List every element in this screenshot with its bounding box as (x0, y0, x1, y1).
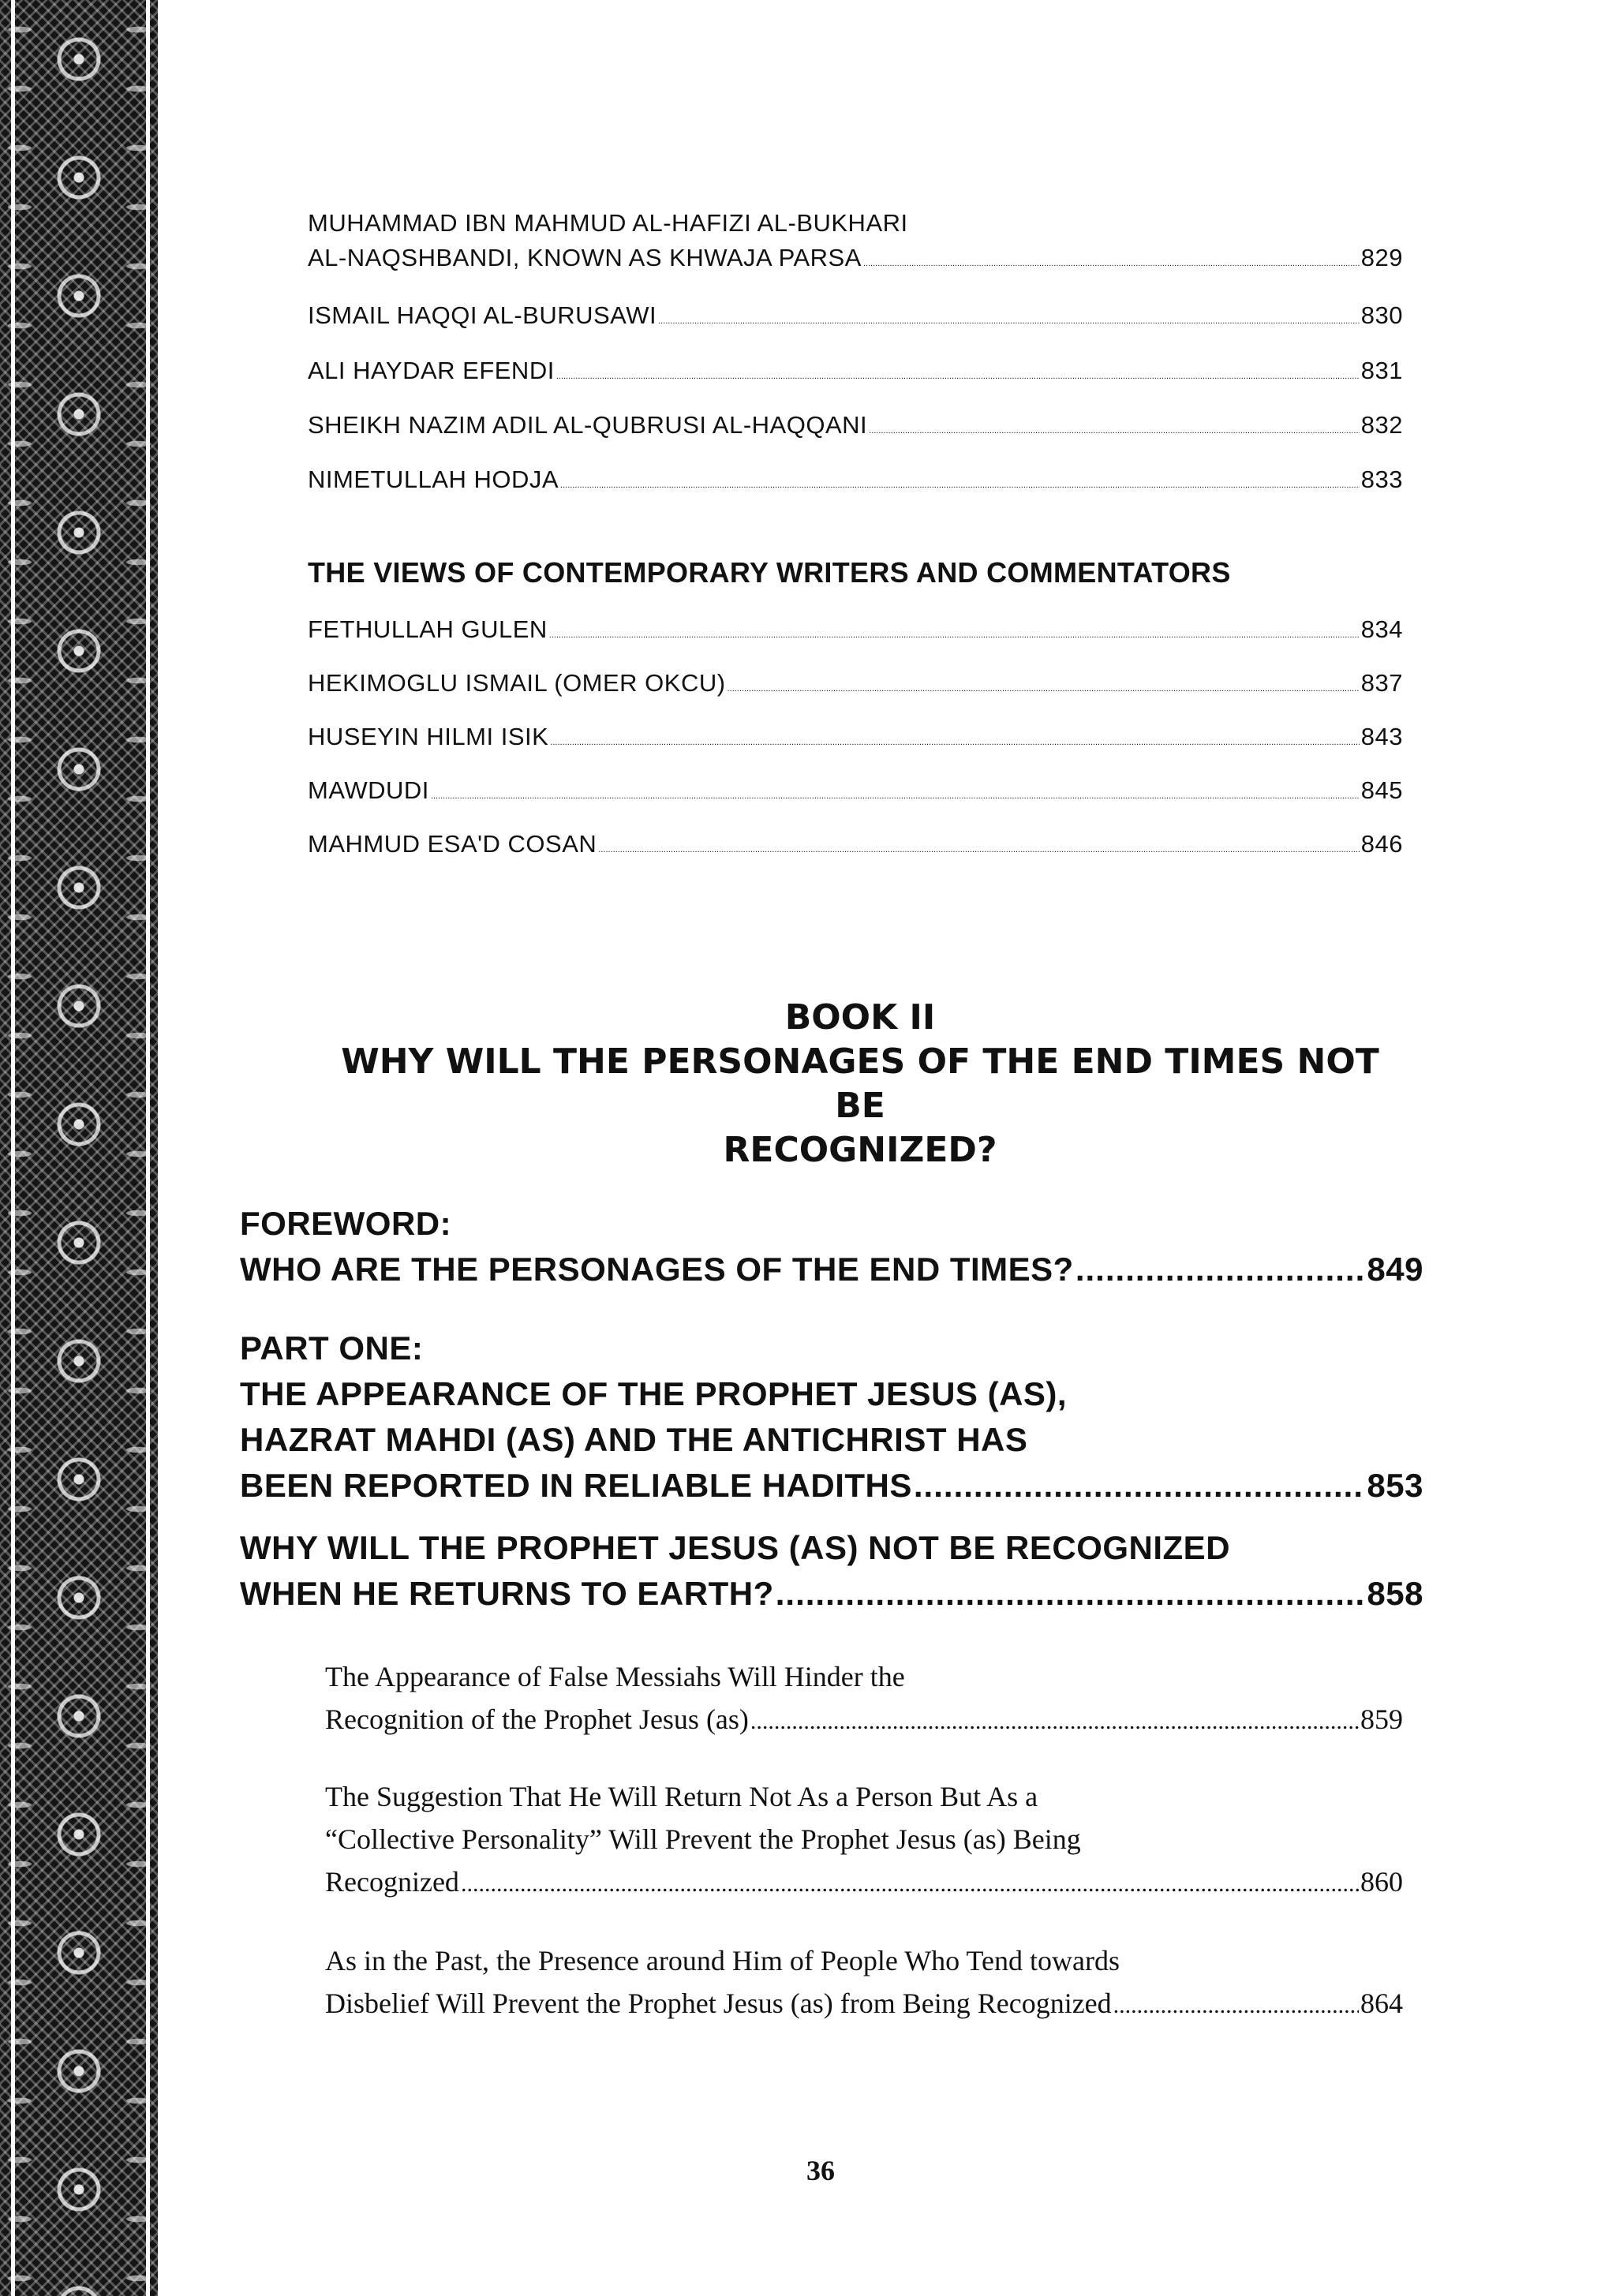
book-heading (316, 996, 1405, 1172)
toc-entry-title: HUSEYIN HILMI ISIK (308, 723, 549, 750)
page-number: 36 (806, 2155, 835, 2186)
toc-entry-page: 843 (1360, 723, 1403, 750)
toc-entry-label: FOREWORD: (240, 1205, 452, 1242)
toc-entry-ali-haydar[interactable] (308, 357, 1403, 385)
toc-entry-title: WHEN HE RETURNS TO EARTH? (240, 1575, 774, 1612)
toc-entry-part-one[interactable] (240, 1326, 1423, 1509)
toc-entry-nimetullah[interactable] (308, 466, 1403, 494)
toc-entry-page: 829 (1360, 244, 1403, 271)
book-title-line: RECOGNIZED? (723, 1130, 997, 1170)
leader-dots (750, 1700, 1359, 1743)
leader-dots (431, 791, 1360, 801)
toc-entry-burusawi[interactable] (308, 301, 1403, 330)
leader-dots (461, 1863, 1359, 1905)
leader-dots (728, 684, 1360, 694)
toc-entry-line: As in the Past, the Presence around Him of People Who Tend towards (325, 1945, 1120, 1976)
section-heading-contemporary: THE VIEWS OF CONTEMPORARY WRITERS AND COMMENTATORS (308, 556, 1231, 589)
toc-entry-title: ISMAIL HAQQI AL-BURUSAWI (308, 301, 657, 329)
toc-subentry-false-messiahs[interactable] (325, 1655, 1403, 1743)
leader-dots (1113, 1984, 1359, 2027)
toc-entry-line: “Collective Personality” Will Prevent the Prophet Jesus (as) Being (325, 1823, 1081, 1855)
toc-entry-title: MAWDUDI (308, 776, 429, 804)
book-number: BOOK II (784, 997, 936, 1038)
toc-entry-line: THE APPEARANCE OF THE PROPHET JESUS (AS), (240, 1375, 1068, 1412)
toc-entry-page: 830 (1360, 301, 1403, 329)
leader-dots (863, 259, 1360, 268)
leader-dots (776, 1571, 1366, 1617)
leader-dots (658, 316, 1360, 326)
toc-entry-page: 831 (1360, 357, 1403, 384)
toc-entry-title: Disbelief Will Prevent the Prophet Jesus (as) from Being Recognized (325, 1987, 1112, 2019)
toc-entry-page: 858 (1367, 1575, 1423, 1612)
toc-entry-hekimoglu[interactable] (308, 669, 1403, 697)
toc-entry-gulen[interactable] (308, 615, 1403, 644)
leader-dots (560, 481, 1360, 490)
toc-entry-nazim[interactable] (308, 411, 1403, 439)
toc-entry-page: 864 (1360, 1987, 1403, 2019)
toc-entry-page: 837 (1360, 669, 1403, 697)
toc-entry-line: The Suggestion That He Will Return Not As a Person But As a (325, 1781, 1038, 1812)
toc-entry-cosan[interactable] (308, 830, 1403, 858)
toc-entry-page: 846 (1360, 830, 1403, 858)
book-title-line: WHY WILL THE PERSONAGES OF THE END TIMES NOT BE (341, 1041, 1379, 1126)
ornamental-border (0, 0, 158, 2296)
toc-entry-khwaja-parsa[interactable] (308, 209, 1403, 272)
toc-entry-title: AL-NAQSHBANDI, KNOWN AS KHWAJA PARSA (308, 244, 862, 271)
toc-entry-foreword[interactable] (240, 1201, 1423, 1292)
leader-dots (914, 1463, 1366, 1509)
toc-entry-label: PART ONE: (240, 1329, 424, 1367)
toc-entry-page: 859 (1360, 1703, 1403, 1735)
toc-entry-title: WHO ARE THE PERSONAGES OF THE END TIMES? (240, 1251, 1074, 1288)
toc-entry-title: Recognition of the Prophet Jesus (as) (325, 1703, 749, 1735)
toc-entry-title: FETHULLAH GULEN (308, 615, 548, 643)
toc-entry-page: 845 (1360, 776, 1403, 804)
toc-entry-mawdudi[interactable] (308, 776, 1403, 805)
toc-entry-page: 860 (1360, 1866, 1403, 1898)
leader-dots (550, 738, 1359, 747)
leader-dots (556, 372, 1360, 381)
toc-entry-isik[interactable] (308, 723, 1403, 751)
toc-entry-title: ALI HAYDAR EFENDI (308, 357, 555, 384)
toc-entry-page: 834 (1360, 615, 1403, 643)
toc-entry-why-jesus[interactable] (240, 1525, 1423, 1617)
toc-entry-title: Recognized (325, 1866, 459, 1898)
leader-dots (869, 426, 1360, 436)
leader-dots (598, 845, 1359, 854)
toc-entry-line: The Appearance of False Messiahs Will Hinder the (325, 1661, 905, 1692)
toc-subentry-disbelief[interactable] (325, 1939, 1403, 2027)
toc-entry-title: HEKIMOGLU ISMAIL (OMER OKCU) (308, 669, 726, 697)
toc-entry-page: 832 (1360, 411, 1403, 439)
toc-entry-page: 849 (1367, 1251, 1423, 1288)
leader-dots (1075, 1247, 1366, 1292)
toc-entry-page: 853 (1367, 1467, 1423, 1504)
toc-entry-line: WHY WILL THE PROPHET JESUS (AS) NOT BE RECOGNIZED (240, 1529, 1231, 1566)
toc-entry-line: MUHAMMAD IBN MAHMUD AL-HAFIZI AL-BUKHARI (308, 209, 908, 237)
toc-entry-line: HAZRAT MAHDI (AS) AND THE ANTICHRIST HAS (240, 1421, 1028, 1458)
toc-entry-title: MAHMUD ESA'D COSAN (308, 830, 597, 858)
toc-entry-title: SHEIKH NAZIM ADIL AL-QUBRUSI AL-HAQQANI (308, 411, 868, 439)
toc-subentry-collective-personality[interactable] (325, 1775, 1403, 1905)
leader-dots (549, 630, 1360, 640)
toc-entry-title: NIMETULLAH HODJA (308, 466, 559, 493)
toc-entry-page: 833 (1360, 466, 1403, 493)
toc-entry-title: BEEN REPORTED IN RELIABLE HADITHS (240, 1467, 912, 1504)
